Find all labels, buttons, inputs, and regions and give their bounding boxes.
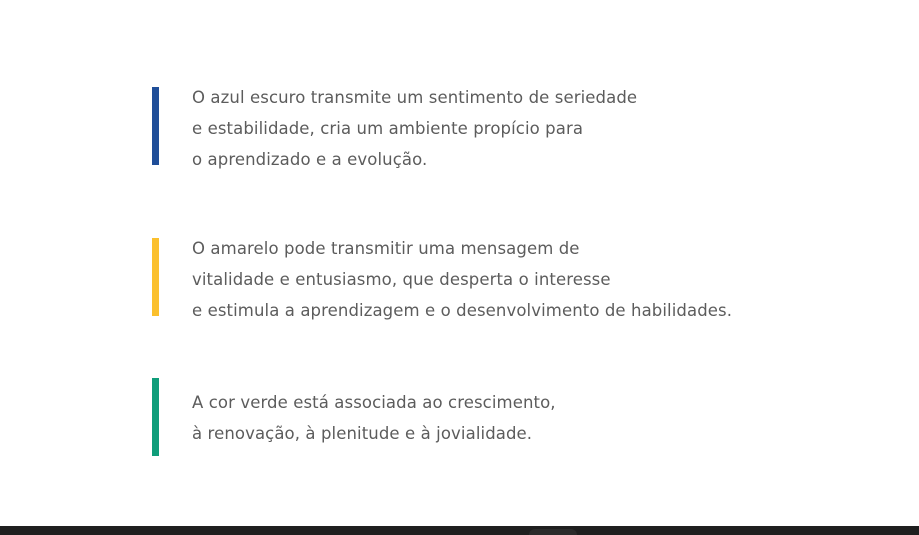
footer-tab — [529, 529, 577, 535]
color-block-blue — [152, 87, 637, 175]
text-line: A cor verde está associada ao crescimento, — [192, 393, 556, 412]
blue-accent-bar — [152, 87, 159, 165]
text-line: vitalidade e entusiasmo, que desperta o interesse — [192, 270, 611, 289]
yellow-accent-bar — [152, 238, 159, 316]
text-line: e estimula a aprendizagem e o desenvolvimento de habilidades. — [192, 301, 733, 320]
text-line: O azul escuro transmite um sentimento de seriedade — [192, 88, 638, 107]
page-footer — [0, 526, 919, 535]
text-line: o aprendizado e a evolução. — [192, 150, 428, 169]
text-line: e estabilidade, cria um ambiente propício para — [192, 119, 584, 138]
color-block-yellow — [152, 238, 732, 326]
color-block-green — [152, 378, 556, 456]
text-line: à renovação, à plenitude e à jovialidade. — [192, 424, 533, 443]
yellow-description — [192, 233, 732, 326]
blue-description — [192, 82, 637, 175]
green-description — [192, 387, 556, 449]
green-accent-bar — [152, 378, 159, 456]
text-line: O amarelo pode transmitir uma mensagem de — [192, 239, 580, 258]
